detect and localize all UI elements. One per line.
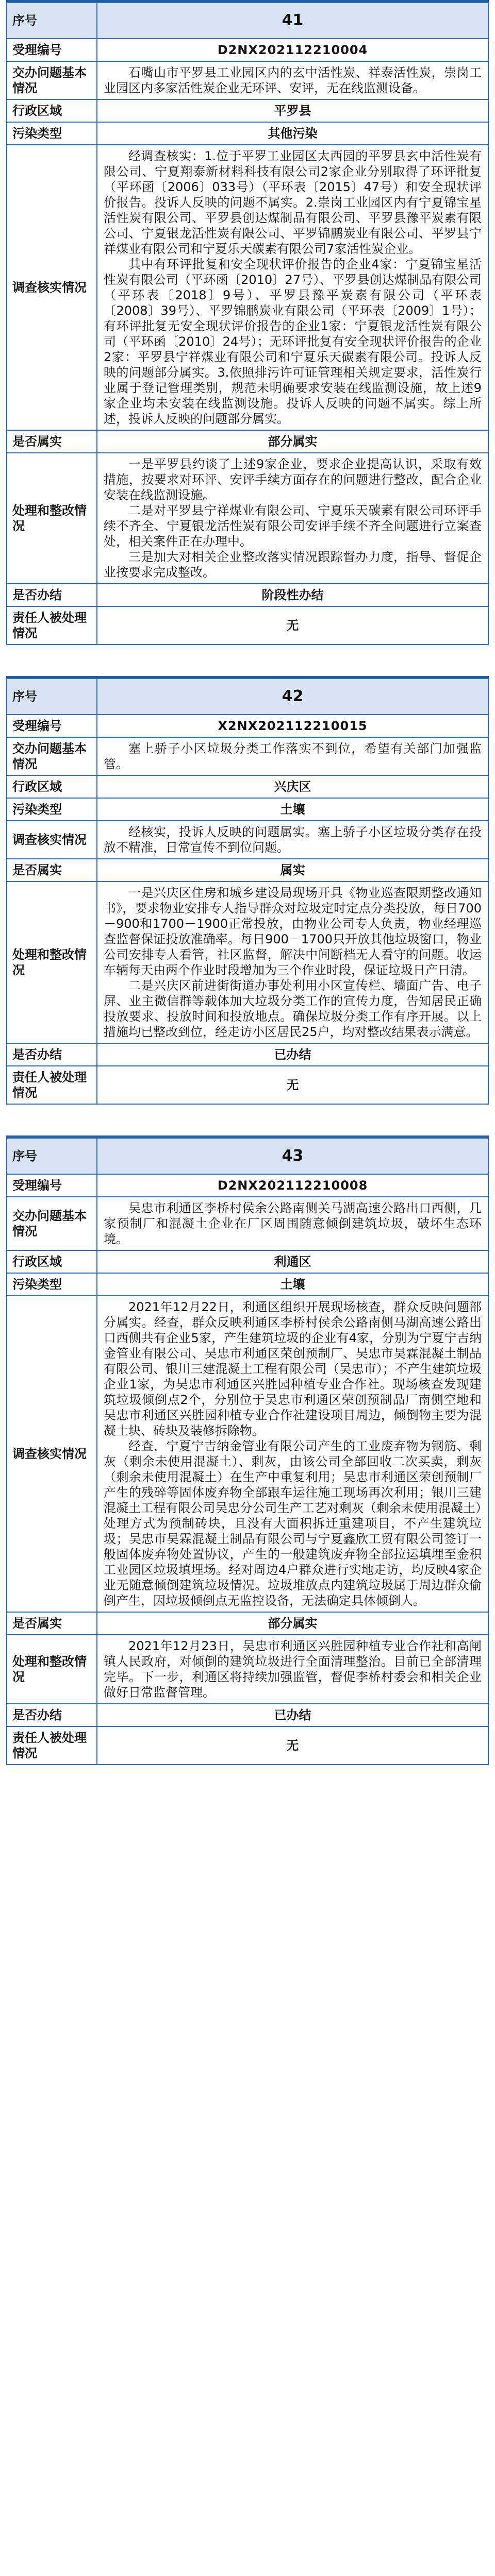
verified-row — [7, 430, 488, 453]
seq-value: 43 — [97, 1138, 488, 1174]
verified-row — [7, 859, 488, 882]
resolved-value: 阶段性办结 — [97, 584, 488, 606]
accountability-value: 无 — [97, 1066, 488, 1104]
seq-value: 42 — [97, 679, 488, 715]
accept-no-row — [7, 715, 488, 737]
resolved-label: 是否办结 — [7, 584, 97, 606]
investigation-row — [7, 821, 488, 859]
verified-label: 是否属实 — [7, 430, 97, 453]
basic-value: 塞上骄子小区垃圾分类工作落实不到位，希望有关部门加强监管。 — [97, 737, 488, 775]
accept-no-label: 受理编号 — [7, 1174, 97, 1197]
seq-row — [7, 3, 488, 39]
seq-row — [7, 679, 488, 715]
resolved-value: 已办结 — [97, 1043, 488, 1066]
accountability-row — [7, 606, 488, 645]
investigation-value — [97, 821, 488, 859]
investigation-paragraph: 2021年12月22日，利通区组织开展现场核查，群众反映问题部分属实。经查，群众反映利通区李桥村侯余公路南侧马湖高速公路出口西侧共有企业5家，产生建筑垃圾的企业有4家，分别为宁夏宁吉纳金管业有限公司、吴忠市利通区荣创预制厂、吴忠市昊霖混凝土制品有限公司、银川三建混凝土工程有限公司（吴忠市）；不产生建筑垃圾企业1家，为吴忠市利通区兴胜园种植专业合作社。现场核查发现建筑垃圾倾倒点2个，分别位于吴忠市利通区荣创预制品厂南侧空地和吴忠市利通区兴胜园种植专业合作社建设项目周边，倾倒物主要为混凝土块、砖块及装修拆除物。 — [104, 1300, 482, 1438]
accountability-row — [7, 1066, 488, 1104]
handling-paragraph: 三是加大对相关企业整改落实情况跟踪督办力度，指导、督促企业按要求完成整改。 — [104, 550, 482, 580]
resolved-label: 是否办结 — [7, 1704, 97, 1726]
basic-row — [7, 737, 488, 775]
handling-label: 处理和整改情况 — [7, 453, 97, 584]
accountability-label: 责任人被处理情况 — [7, 1066, 97, 1104]
case-table — [6, 678, 489, 1105]
resolved-row — [7, 1704, 488, 1726]
basic-label: 交办问题基本情况 — [7, 1197, 97, 1250]
case-record — [6, 0, 489, 645]
investigation-paragraph: 经查，宁夏宁吉纳金管业有限公司产生的工业废弃物为钢筋、剩灰（剩余未使用混凝土）、剩灰，由该公司全部回收二次买卖，剩灰（剩余未使用混凝土）在生产中重复利用；吴忠市利通区荣创预制厂产生的残碎等固体废弃物全部跟车运往施工现场再次利用；银川三建混凝土工程有限公司吴忠分公司生产工艺对剩灰（剩余未使用混凝土）处理方式为预制砖块，且没有大面积拆迁重建项目，不产生建筑垃圾；吴忠市昊霖混凝土制品有限公司与宁夏鑫欣工贸有限公司签订一般固体废弃物处置协议，产生的一般建筑废弃物全部拉运填埋至金积工业园区垃圾填埋场。经对周边4户群众进行实地走访，均反映4家企业无随意倾倒建筑垃圾情况。垃圾堆放点内建筑垃圾属于周边群众偷倒产生，因垃圾倾倒点无监控设备，无法确定具体倾倒人。 — [104, 1439, 482, 1608]
accountability-value: 无 — [97, 606, 488, 645]
handling-paragraph: 一是兴庆区住房和城乡建设局现场开具《物业巡查限期整改通知书》，要求物业安排专人指导群众对垃圾定时定点分类投放，每日700－900和1700－1900正常投放，由物业公司专人负责，物业经理巡查监督保证投放准确率。每日900－1700只开放其他垃圾窗口，物业公司安排专人看管，社区监督，解决中间断档无人看守的问题。收运车辆每天由两个作业时段增加为三个作业时段，保证垃圾日产日清。 — [104, 886, 482, 977]
seq-row — [7, 1138, 488, 1174]
handling-value — [97, 1635, 488, 1704]
region-value: 平罗县 — [97, 99, 488, 122]
verified-value: 部分属实 — [97, 1612, 488, 1635]
verified-value: 部分属实 — [97, 430, 488, 453]
accept-no-value: X2NX202112210015 — [97, 715, 488, 737]
pollution-value: 土壤 — [97, 1273, 488, 1296]
accept-no-label: 受理编号 — [7, 715, 97, 737]
seq-label: 序号 — [7, 1138, 97, 1174]
case-table — [6, 1138, 489, 1765]
handling-row — [7, 882, 488, 1043]
region-label: 行政区域 — [7, 775, 97, 798]
accept-no-row — [7, 39, 488, 61]
basic-value: 吴忠市利通区李桥村侯余公路南侧关马湖高速公路出口西侧，几家预制厂和混凝土企业在厂区周围随意倾倒建筑垃圾，破坏生态环境。 — [97, 1197, 488, 1250]
handling-label: 处理和整改情况 — [7, 882, 97, 1043]
accept-no-value: D2NX202112210004 — [97, 39, 488, 61]
pollution-row — [7, 798, 488, 821]
accept-no-row — [7, 1174, 488, 1197]
basic-row — [7, 1197, 488, 1250]
case-table — [6, 2, 489, 645]
pollution-label: 污染类型 — [7, 798, 97, 821]
investigation-value — [97, 145, 488, 430]
investigation-value — [97, 1296, 488, 1612]
handling-row — [7, 1635, 488, 1704]
basic-row — [7, 61, 488, 99]
investigation-row — [7, 145, 488, 430]
region-label: 行政区域 — [7, 99, 97, 122]
region-row — [7, 1250, 488, 1273]
pollution-label: 污染类型 — [7, 1273, 97, 1296]
handling-label: 处理和整改情况 — [7, 1635, 97, 1704]
region-row — [7, 99, 488, 122]
resolved-row — [7, 1043, 488, 1066]
accept-no-value: D2NX202112210008 — [97, 1174, 488, 1197]
seq-label: 序号 — [7, 3, 97, 39]
resolved-value: 已办结 — [97, 1704, 488, 1726]
resolved-row — [7, 584, 488, 606]
seq-label: 序号 — [7, 679, 97, 715]
handling-paragraph: 2021年12月23日，吴忠市利通区兴胜园种植专业合作社和高闸镇人民政府，对倾倒的建筑垃圾进行全面清理整治。目前已全部清理完毕。下一步，利通区将持续加强监管，督促李桥村委会和相关企业做好日常监督管理。 — [104, 1639, 482, 1700]
region-value: 利通区 — [97, 1250, 488, 1273]
pollution-value: 土壤 — [97, 798, 488, 821]
seq-value: 41 — [97, 3, 488, 39]
pollution-row — [7, 122, 488, 145]
investigation-label: 调查核实情况 — [7, 145, 97, 430]
investigation-paragraph: 其中有环评批复和安全现状评价报告的企业4家：宁夏锦宝星活性炭有限公司（平环函〔2010〕27号）、平罗县创达煤制品有限公司（平环表〔2018〕9号）、平罗县豫平炭素有限公司（平环表〔2008〕39号）、平罗锦鹏炭业有限公司（平环表〔2009〕1号）；有环评批复无安全现状评价报告的企业1家：宁夏银龙活性炭有限公司（平环函〔2010〕24号）；无环评批复有安全现状评价报告的企业2家：平罗县宁祥煤业有限公司和宁夏乐天碳素有限公司。投诉人反映的问题部分属实。3.依照排污许可证管理相关规定要求，活性炭行业属于登记管理类别，规范未明确要求安装在线监测设施，故上述9家企业均未安装在线监测设施。投诉人反映的问题不属实。综上所述，投诉人反映的问题部分属实。 — [104, 257, 482, 426]
handling-row — [7, 453, 488, 584]
investigation-label: 调查核实情况 — [7, 821, 97, 859]
basic-value: 石嘴山市平罗县工业园区内的玄中活性炭、祥泰活性炭，崇岗工业园区内多家活性炭企业无环评、安评，无在线监测设备。 — [97, 61, 488, 99]
basic-label: 交办问题基本情况 — [7, 737, 97, 775]
basic-label: 交办问题基本情况 — [7, 61, 97, 99]
accountability-value: 无 — [97, 1726, 488, 1765]
verified-label: 是否属实 — [7, 1612, 97, 1635]
accountability-row — [7, 1726, 488, 1765]
handling-paragraph: 二是兴庆区前进街街道办事处利用小区宣传栏、墙面广告、电子屏、业主微信群等载体加大垃圾分类工作的宣传力度，告知居民正确投放要求、投放时间和投放地点。确保垃圾分类工作有序开展。以上措施均已整改到位，经走访小区居民25户，均对整改结果表示满意。 — [104, 978, 482, 1039]
handling-paragraph: 一是平罗县约谈了上述9家企业，要求企业提高认识，采取有效措施，按要求对环评、安评手续方面存在的问题进行整改，配合企业安装在线监测设施。 — [104, 457, 482, 502]
resolved-label: 是否办结 — [7, 1043, 97, 1066]
pollution-value: 其他污染 — [97, 122, 488, 145]
accept-no-label: 受理编号 — [7, 39, 97, 61]
case-record — [6, 676, 489, 1105]
investigation-paragraph: 经核实，投诉人反映的问题属实。塞上骄子小区垃圾分类存在投放不精准，日常宣传不到位问题。 — [104, 825, 482, 855]
pollution-label: 污染类型 — [7, 122, 97, 145]
verified-value: 属实 — [97, 859, 488, 882]
investigation-row — [7, 1296, 488, 1612]
region-row — [7, 775, 488, 798]
handling-value — [97, 882, 488, 1043]
case-record — [6, 1136, 489, 1765]
region-value: 兴庆区 — [97, 775, 488, 798]
verified-label: 是否属实 — [7, 859, 97, 882]
verified-row — [7, 1612, 488, 1635]
handling-paragraph: 二是对平罗县宁祥煤业有限公司、宁夏乐天碳素有限公司环评手续不齐全、宁夏银龙活性炭有限公司安评手续不齐全问题进行立案查处，相关案件正在办理中。 — [104, 503, 482, 549]
accountability-label: 责任人被处理情况 — [7, 1726, 97, 1765]
accountability-label: 责任人被处理情况 — [7, 606, 97, 645]
handling-value — [97, 453, 488, 584]
region-label: 行政区域 — [7, 1250, 97, 1273]
investigation-paragraph: 经调查核实：1.位于平罗工业园区太西园的平罗县玄中活性炭有限公司、宁夏翔泰新材料科技有限公司2家企业分别取得了环评批复（平环函〔2006〕033号）（平环表〔2015〕47号）和安全现状评价报告。投诉人反映的问题不属实。2.崇岗工业园区内有宁夏锦宝星活性炭有限公司、平罗县创达煤制品有限公司、平罗县豫平炭素有限公司、宁夏银龙活性炭有限公司、平罗锦鹏炭业有限公司、平罗县宁祥煤业有限公司和宁夏乐天碳素有限公司7家活性炭企业。 — [104, 149, 482, 256]
investigation-label: 调查核实情况 — [7, 1296, 97, 1612]
pollution-row — [7, 1273, 488, 1296]
